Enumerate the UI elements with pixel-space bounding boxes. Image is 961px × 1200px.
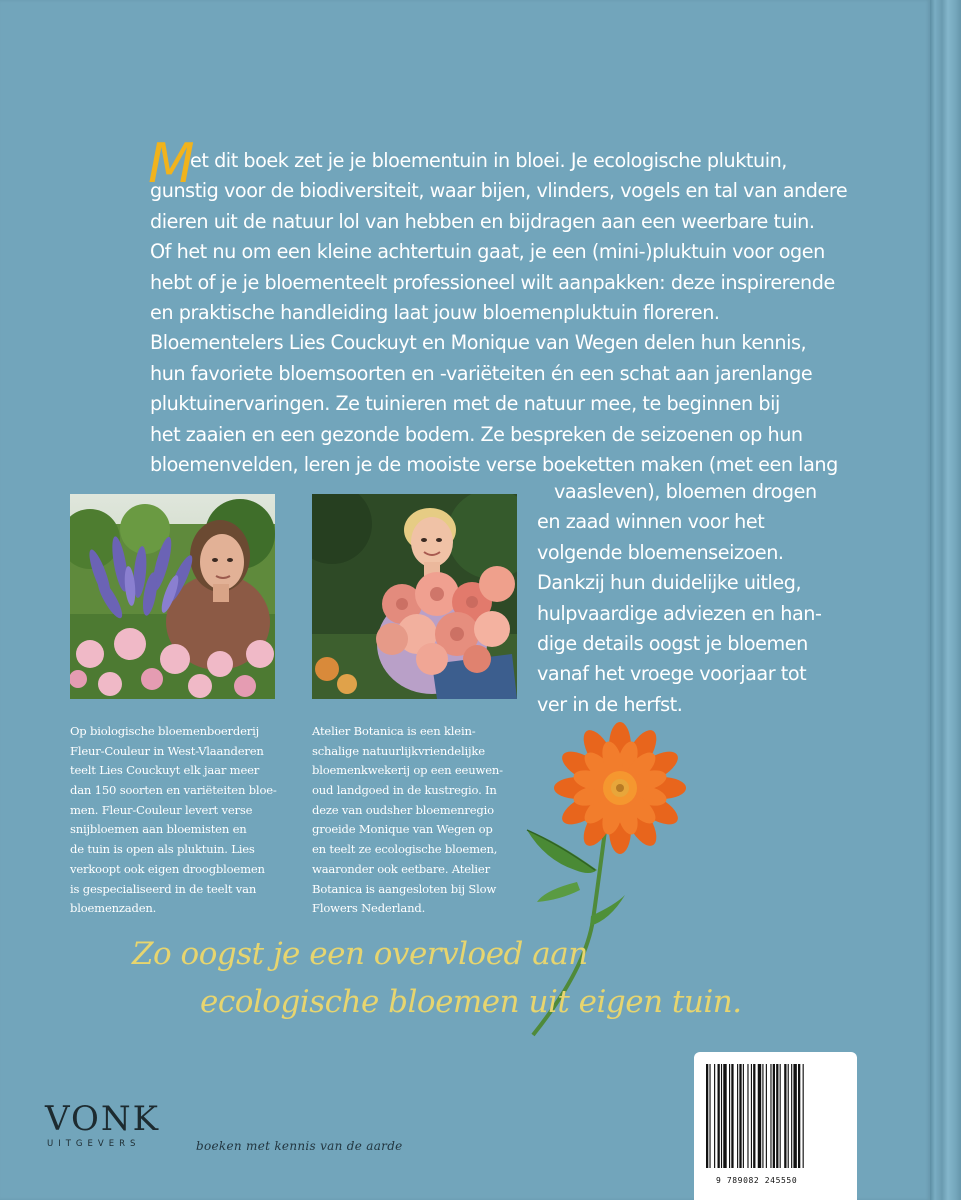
caption-line: bloemenzaden. bbox=[70, 901, 157, 916]
blurb-line: hun favoriete bloemsoorten en -variëteiten én een schat aan jarenlange bbox=[150, 361, 813, 385]
blurb-line: hulpvaardige adviezen en han- bbox=[537, 601, 822, 625]
caption-line: oud landgoed in de kustregio. In bbox=[312, 783, 497, 798]
blurb-line: pluktuinervaringen. Ze tuinieren met de natuur mee, te beginnen bij bbox=[150, 392, 780, 416]
caption-line: deze van oudsher bloemenregio bbox=[312, 802, 494, 817]
caption-atelier-botanica bbox=[312, 722, 503, 919]
caption-line: snijbloemen aan bloemisten en bbox=[70, 822, 247, 837]
caption-line: Op biologische bloemenboerderij bbox=[70, 724, 260, 738]
caption-line: groeide Monique van Wegen op bbox=[312, 822, 493, 837]
tagline-line-1: Zo oogst je een overvloed aan bbox=[132, 936, 588, 972]
blurb-line: hebt of je je bloementeelt professioneel wilt aanpakken: deze inspirerende bbox=[150, 270, 835, 294]
caption-line: waaronder ook eetbare. Atelier bbox=[312, 861, 490, 876]
caption-line: schalige natuurlijkvriendelijke bbox=[312, 743, 485, 758]
blurb-line: bloemenvelden, leren je de mooiste verse boeketten maken (met een lang bbox=[150, 452, 838, 476]
caption-line: men. Fleur-Couleur levert verse bbox=[70, 802, 253, 817]
tagline-line-2: ecologische bloemen uit eigen tuin. bbox=[200, 984, 742, 1020]
blurb-line: dieren uit de natuur lol van hebben en bijdragen aan een weerbare tuin. bbox=[150, 209, 815, 233]
barcode-panel bbox=[694, 1052, 857, 1200]
caption-line: bloemenkwekerij op een eeuwen- bbox=[312, 763, 503, 778]
blurb-line: et dit boek zet je je bloementuin in bloei. Je ecologische pluktuin, bbox=[190, 149, 787, 172]
blurb-line: volgende bloemenseizoen. bbox=[537, 540, 784, 564]
blurb-line: Of het nu om een kleine achtertuin gaat, je een (mini-)pluktuin voor ogen bbox=[150, 240, 825, 264]
blurb-line: en praktische handleiding laat jouw bloemenpluktuin floreren. bbox=[150, 300, 720, 324]
caption-line: Fleur-Couleur in West-Vlaanderen bbox=[70, 743, 264, 758]
publisher-slogan: boeken met kennis van de aarde bbox=[196, 1139, 403, 1153]
caption-line: Botanica is aangesloten bij Slow bbox=[312, 881, 497, 896]
logo-wordmark: VONK bbox=[45, 1099, 160, 1139]
photo-monique-van-wegen bbox=[312, 494, 517, 699]
caption-fleur-couleur bbox=[70, 722, 277, 919]
barcode-number: 9 789082 245550 bbox=[716, 1176, 798, 1185]
blurb-line: gunstig voor de biodiversiteit, waar bijen, vlinders, vogels en tal van andere bbox=[150, 179, 848, 203]
caption-line: verkoopt ook eigen droogbloemen bbox=[70, 861, 265, 876]
blurb-line: en zaad winnen voor het bbox=[537, 510, 765, 534]
publisher-logo bbox=[45, 1100, 160, 1150]
caption-line: is gespecialiseerd in de teelt van bbox=[70, 881, 257, 896]
caption-line: teelt Lies Couckuyt elk jaar meer bbox=[70, 763, 260, 778]
blurb-line: vanaf het vroege voorjaar tot bbox=[537, 662, 807, 686]
blurb-line: vaasleven), bloemen drogen bbox=[554, 480, 817, 503]
photo-lies-couckuyt bbox=[70, 494, 275, 699]
caption-line: en teelt ze ecologische bloemen, bbox=[312, 842, 498, 857]
logo-subtitle: UITGEVERS bbox=[47, 1139, 141, 1149]
book-spine-edge bbox=[930, 0, 961, 1200]
barcode-icon bbox=[704, 1064, 847, 1172]
blurb-line: Dankzij hun duidelijke uitleg, bbox=[537, 571, 802, 595]
blurb-line: ver in de herfst. bbox=[537, 692, 683, 716]
caption-line: Atelier Botanica is een klein- bbox=[312, 724, 476, 738]
drop-cap: M bbox=[148, 132, 195, 195]
blurb-line: het zaaien en een gezonde bodem. Ze bespreken de seizoenen op hun bbox=[150, 422, 803, 446]
caption-line: Flowers Nederland. bbox=[312, 901, 426, 916]
blurb-line: Bloementelers Lies Couckuyt en Monique van Wegen delen hun kennis, bbox=[150, 331, 807, 355]
blurb-text bbox=[148, 132, 850, 480]
caption-line: dan 150 soorten en variëteiten bloe- bbox=[70, 783, 277, 798]
caption-line: de tuin is open als pluktuin. Lies bbox=[70, 842, 255, 857]
blurb-line: dige details oogst je bloemen bbox=[537, 631, 808, 655]
blurb-continuation bbox=[537, 477, 822, 720]
